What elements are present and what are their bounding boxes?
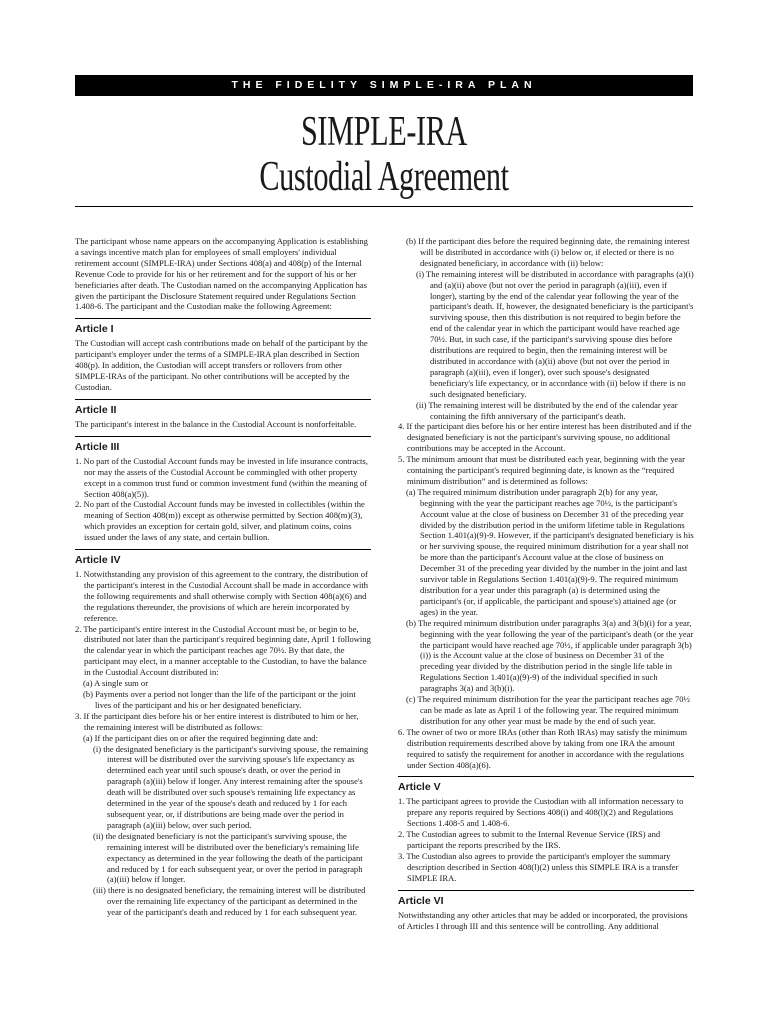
title-divider [75,206,693,207]
article-4-heading: Article IV [75,549,371,566]
article-4-item-3a: (a) If the participant dies on or after the required beginning date and: [83,732,318,743]
plan-banner: THE FIDELITY SIMPLE-IRA PLAN [75,75,693,96]
article-4-item-5c: (c) The required minimum distribution for the year the participant reaches age 70½ can be made as late as April 1 of the following year. The required minimum distribution for any other year must be made by the end of such year. [406,694,690,726]
article-4-item-3a-ii: (ii) the designated beneficiary is not the participant's surviving spouse, the remaining interest will be distributed over the beneficiary's remaining life expectancy as determined in the year following the death of the participant and reduced by 1 for each subsequent year, or over the period in paragraph (a)(iii) below if longer. [93,830,363,885]
article-4-item-1: 1. Notwithstanding any provision of this agreement to the contrary, the distribution of the participant's interest in the Custodial Account shall be made in accordance with the following requirements and shall otherwise comply with Section 408(a)(6) and the regulations thereunder, the provisions of which are herein incorporated by reference. [75,569,368,623]
article-3-item-2: 2. No part of the Custodial Account funds may be invested in collectibles (within the meaning of Section 408(m)) except as otherwise permitted by Section 408(m)(3), which provides an exception for certain gold, silver, and platinum coins, coins issued under the laws of any state, and certain bullion. [75,499,365,543]
article-5-item-1: 1. The participant agrees to provide the Custodian with all information necessary to prepare any reports required by Sections 408(i) and 408(l)(2) and Regulations Sections 1.408-5 and 1.408-6. [398,796,684,829]
article-4-item-5: 5. The minimum amount that must be distributed each year, beginning with the year containing the participant's required beginning date, is known as the “required minimum distribution” and is determined as follows: [398,454,685,486]
article-4-item-4: 4. If the participant dies before his or her entire interest has been distributed and if the designated beneficiary is not the participant's surviving spouse, no additional contributions may be accepted in the Account. [398,421,692,454]
article-4-item-3a-iii: (iii) there is no designated beneficiary, the remaining interest will be distributed over the remaining life expectancy of the participant as determined in the year of the participant's death and reduced by 1 for each subsequent year. [93,885,366,918]
article-4-item-2a: (a) A single sum or [83,678,149,689]
article-5-item-3: 3. The Custodian also agrees to provide the participant's employer the summary description described in Section 408(l)(2) unless this SIMPLE IRA is a transfer SIMPLE IRA. [398,850,679,883]
article-4-item-6: 6. The owner of two or more IRAs (other than Roth IRAs) may satisfy the minimum distribution requirements described above by taking from one IRA the amount required to satisfy the requirement for another in accordance with the regulations under Section 408(a)(6). [398,726,687,770]
article-4-item-3b: (b) If the participant dies before the required beginning date, the remaining interest will be distributed in accordance with (i) below or, if elected or there is no designated beneficiary, in accordance with (ii) below: [406,236,690,268]
article-4-item-5b: (b) The required minimum distribution under paragraphs 3(a) and 3(b)(i) for a year, beginning with the year following the year of the participant's death (or the year the participant would have reached age 70½, if applicable under paragraph 3(b)(i)) is the Account value at the close of business on December 31 of the preceding year divided by the distribution period in the single life table in Regulations Section 1.401(a)(9)-9) of the individual specified in such paragraphs 3(a) and 3(b)(i). [406,617,694,694]
article-4-item-3b-i: (i) The remaining interest will be distributed in accordance with paragraphs (a)(i) and (a)(ii) above (but not over the period in paragraph (a)(iii), even if longer), starting by the end of the calendar year following the year of the participant's death. If, however, the designated beneficiary is the participant's surviving spouse, then this distribution is not required to begin before the end of the calendar year in which the participant would have reached age 70½. But, in such case, if the participant's surviving spouse dies before distributions are required to begin, then the remaining interest will be distributed in accordance with (a)(ii) above (but not over the period in paragraph (a)(iii), even if longer), over such spouse's designated beneficiary's life expectancy, or in accordance with (ii) below if there is no such designated beneficiary. [416,268,694,399]
document-title [75,110,693,200]
title-line-1: SIMPLE-IRA [300,109,468,155]
article-4-item-2: 2. The participant's entire interest in the Custodial Account must be, or begin to be, distributed not later than the participant's required beginning date, April 1 following the calendar year in which the participant reaches age 70½. By that date, the participant may elect, in a manner acceptable to the Custodian, to have the balance in the Custodial Account distributed in: [75,623,371,678]
article-4-item-5a: (a) The required minimum distribution under paragraph 2(b) for any year, beginning with the year the participant reaches age 70½, is the participant's Account value at the close of business on December 31 of the preceding year divided by the distribution period in the uniform lifetime table in Regulations Section 1.401(a)(9)-9. However, if the participant's designated beneficiary is his or her surviving spouse, the required minimum distribution for a year shall not be more than the participant's Account value at the close of business on December 31 of the preceding year divided by the number in the joint and last survivor table in Regulations Section 1.401(a)(9)-9. The required minimum distribution for a year under this paragraph (a) is determined using the participant's (or, if applicable, the participant and spouse's) attained age (or ages) in the year. [406,486,694,617]
article-2-heading: Article II [75,399,371,416]
title-line-2: Custodial Agreement [259,154,509,200]
article-6-heading: Article VI [398,890,694,907]
article-6-text: Notwithstanding any other articles that may be added or incorporated, the provisions of Articles I through III and this sentence will be controlling. Any additional [398,909,688,931]
article-1-heading: Article I [75,318,371,335]
article-1-text: The Custodian will accept cash contributions made on behalf of the participant by the participant's employer under the terms of a SIMPLE-IRA plan described in Section 408(p). In addition, the Custodian will accept transfers or rollovers from other SIMPLE-IRAs of the participant. No other contributions will be accepted by the Custodian. [75,338,368,392]
article-4-item-3a-i: (i) the designated beneficiary is the participant's surviving spouse, the remaining interest will be distributed over the surviving spouse's life expectancy as determined each year until such spouse's death, or over the period in paragraph (a)(iii) below if longer. Any interest remaining after the spouse's death will be distributed over such spouse's remaining life expectancy as determined in the year of the spouse's death and reduced by 1 for each subsequent year, or, if distributions are being made over the period in paragraph (a)(iii) below, over such period. [93,743,369,830]
article-3-item-1: 1. No part of the Custodial Account funds may be invested in life insurance contracts, nor may the assets of the Custodial Account be commingled with other property except in a common trust fund or common investment fund (within the meaning of Section 408(a)(5)). [75,455,368,499]
right-column [398,236,694,931]
article-4-item-2b: (b) Payments over a period not longer than the life of the participant or the joint lives of the participant and his or her designated beneficiary. [83,689,356,710]
article-2-text: The participant's interest in the balance in the Custodial Account is nonforfeitable. [75,418,357,429]
article-3-heading: Article III [75,436,371,453]
article-4-item-3b-ii: (ii) The remaining interest will be distributed by the end of the calendar year containing the fifth anniversary of the participant's death. [416,399,678,421]
left-column [75,236,371,918]
intro-paragraph: The participant whose name appears on the accompanying Application is establishing a savings incentive match plan for employees of small employers' individual retirement account (SIMPLE-IRA) under Sections 408(a) and 408(p) of the Internal Revenue Code to provide for his or her retirement and for the support of his or her beneficiaries after death. The Custodian named on the accompanying Application has given the participant the Disclosure Statement required under Regulations Section 1.408-6. The participant and the Custodian make the following Agreement: [75,236,368,312]
article-5-heading: Article V [398,776,694,793]
article-5-item-2: 2. The Custodian agrees to submit to the Internal Revenue Service (IRS) and participant the reports prescribed by the IRS. [398,829,661,851]
article-4-item-3: 3. If the participant dies before his or her entire interest is distributed to him or her, the remaining interest will be distributed as follows: [75,710,359,732]
